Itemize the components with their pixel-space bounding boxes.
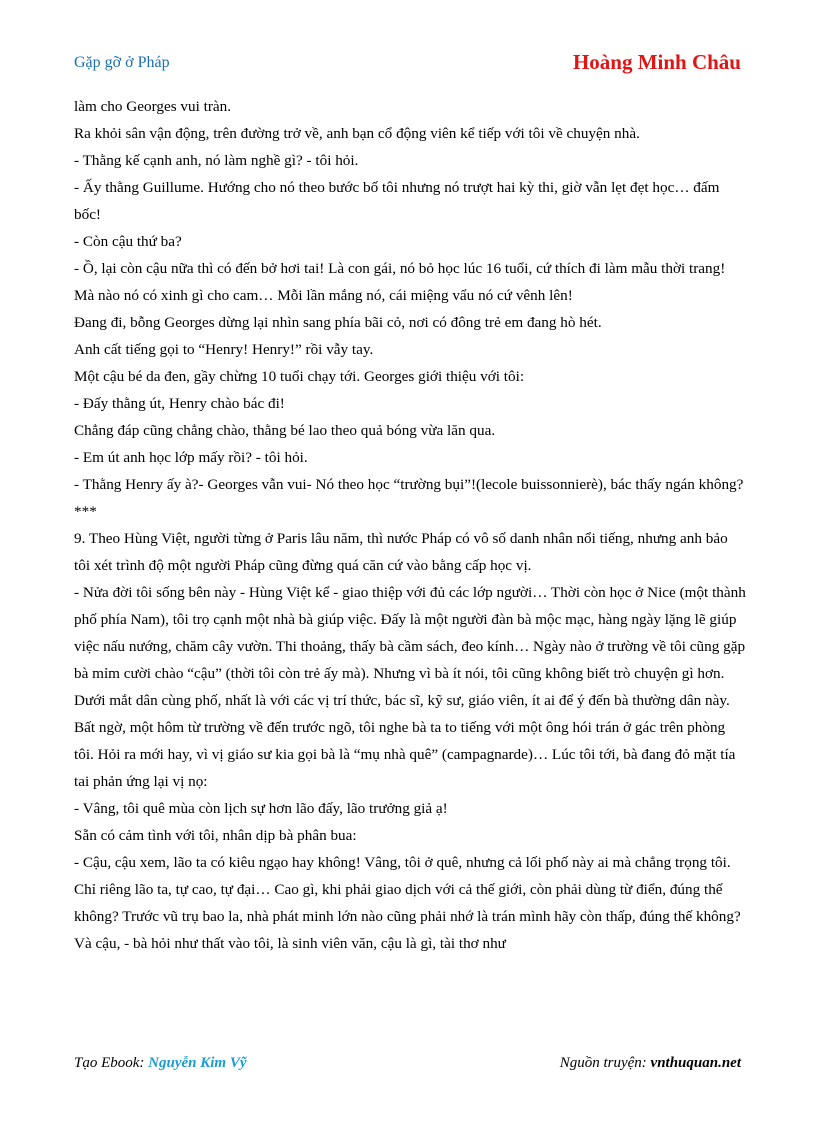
- page-footer: [74, 1055, 741, 1077]
- paragraph: Ra khỏi sân vận động, trên đường trở về, anh bạn cổ động viên kể tiếp với tôi về chuyện nhà.: [74, 125, 640, 142]
- paragraph: - Đấy thằng út, Henry chào bác đi!: [74, 395, 285, 412]
- paragraph: 9. Theo Hùng Việt, người từng ở Paris lâu năm, thì nước Pháp có vô số danh nhân nổi tiếng, nhưng anh bảo tôi xét trình độ một người Pháp cũng đừng quá căn cứ vào bằng cấp học vị.: [74, 530, 728, 574]
- page-header: [74, 50, 741, 76]
- page-body: [74, 93, 746, 957]
- paragraph: - Còn cậu thứ ba?: [74, 233, 182, 250]
- paragraph: - Nửa đời tôi sống bên này - Hùng Việt kể - giao thiệp với đủ các lớp người… Thời còn học ở Nice (một thành phố phía Nam), tôi trọ cạnh một nhà bà giúp việc. Đấy là một người đàn bà mộc mạc, hàng ngày lặng lẽ giúp việc nấu nướng, chăm cây vườn. Thi thoảng, thấy bà cầm sách, đeo kính… Ngày nào ở trường về tôi cũng gặp bà mỉm cười chào “cậu” (thời tôi còn trẻ ấy mà). Nhưng vì bà ít nói, tôi cũng không biết trò chuyện gì hơn. Dưới mắt dân cùng phố, nhất là với các vị trí thức, bác sĩ, kỹ sư, giáo viên, ít ai để ý đến bà thường dân này.: [74, 584, 746, 709]
- paragraph: - Ấy thằng Guillume. Hướng cho nó theo bước bố tôi nhưng nó trượt hai kỳ thi, giờ vẫn lẹt đẹt học… đấm bốc!: [74, 179, 720, 223]
- author-name: Hoàng Minh Châu: [572, 50, 741, 74]
- paragraph: - Em út anh học lớp mấy rồi? - tôi hỏi.: [74, 449, 308, 466]
- paragraph: Chẳng đáp cũng chẳng chào, thằng bé lao theo quả bóng vừa lăn qua.: [74, 422, 496, 439]
- paragraph: - Ồ, lại còn cậu nữa thì có đến bở hơi tai! Là con gái, nó bỏ học lúc 16 tuổi, cứ thích đi làm mẫu thời trang! Mà nào nó có xinh gì cho cam… Mỗi lần mắng nó, cái miệng vẩu nó cứ vênh lên!: [74, 260, 726, 304]
- paragraph: - Thằng kế cạnh anh, nó làm nghề gì? - tôi hỏi.: [74, 152, 359, 169]
- paragraph: - Thằng Henry ấy à?- Georges vẫn vui- Nó theo học “trường bụi”!(lecole buissonnierè), bác thấy ngán không?: [74, 476, 744, 493]
- ebook-credit-label: Tạo Ebook: [74, 1055, 140, 1071]
- ebook-credit-separator: :: [139, 1055, 149, 1071]
- paragraph: - Vâng, tôi quê mùa còn lịch sự hơn lão đấy, lão trưởng giả ạ!: [74, 800, 448, 817]
- paragraph: Anh cất tiếng gọi to “Henry! Henry!” rồi vẫy tay.: [74, 341, 374, 358]
- source-site: vnthuquan.net: [650, 1055, 741, 1071]
- book-title: Gặp gỡ ở Pháp: [74, 54, 170, 71]
- paragraph: Sẵn có cảm tình với tôi, nhân dịp bà phân bua:: [74, 827, 357, 844]
- paragraph: Đang đi, bỗng Georges dừng lại nhìn sang phía bãi cỏ, nơi có đông trẻ em đang hò hét.: [74, 314, 602, 331]
- source-credit: [560, 1055, 741, 1072]
- source-credit-separator: :: [641, 1055, 651, 1071]
- ebook-credit: [74, 1055, 247, 1072]
- paragraph: Một cậu bé da đen, gầy chừng 10 tuổi chạy tới. Georges giới thiệu với tôi:: [74, 368, 525, 385]
- paragraph: làm cho Georges vui tràn.: [74, 98, 232, 115]
- ebook-creator-name: Nguyễn Kim Vỹ: [148, 1055, 247, 1071]
- source-credit-label: Nguồn truyện: [559, 1055, 642, 1071]
- paragraph: Bất ngờ, một hôm từ trường về đến trước ngõ, tôi nghe bà ta to tiếng với một ông hói trán ở gác trên phòng tôi. Hỏi ra mới hay, vì vị giáo sư kia gọi bà là “mụ nhà quê” (campagnarde)… Lúc tôi tới, bà đang đỏ mặt tía tai phản ứng lại vị nọ:: [74, 719, 736, 790]
- paragraph: - Cậu, cậu xem, lão ta có kiêu ngạo hay không! Vâng, tôi ở quê, nhưng cả lối phố này ai mà chẳng trọng tôi. Chỉ riêng lão ta, tự cao, tự đại… Cao gì, khi phải giao dịch với cả thế giới, còn phải dùng từ điển, đúng thế không? Trước vũ trụ bao la, nhà phát minh lớn nào cũng phải nhớ là trán mình hãy còn thấp, đúng thế không? Và cậu, - bà hỏi như thất vào tôi, là sinh viên văn, cậu là gì, tài thơ như: [74, 854, 741, 952]
- section-separator: ***: [74, 503, 97, 520]
